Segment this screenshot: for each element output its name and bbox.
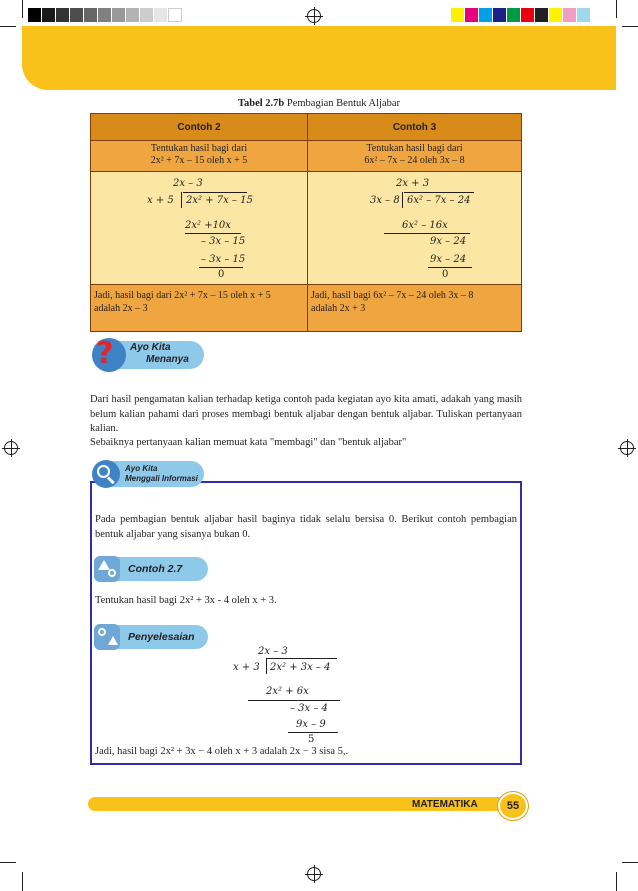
menggali-label-2: Menggali Informasi <box>125 474 198 483</box>
division-bar <box>404 192 474 193</box>
ayo-menanya-label-1: Ayo Kita <box>130 342 171 353</box>
solution-dividend: 2x² + 3x – 4 <box>270 662 331 673</box>
step-remainder: – 3x – 15 <box>201 236 246 247</box>
solution-step-subtrahend: 2x² + 6x <box>266 686 309 697</box>
subtraction-line <box>185 233 241 234</box>
step-remainder: 9x – 24 <box>430 236 467 247</box>
subtraction-line <box>248 700 340 701</box>
solution-step-subtrahend: 9x – 9 <box>296 719 326 730</box>
contoh-problem: Tentukan hasil bagi 2x² + 3x - 4 oleh x + 3. <box>95 595 277 606</box>
conclusion-cell-contoh-2 <box>91 285 308 332</box>
division-bracket <box>266 658 267 674</box>
conclusion-line: Jadi, hasil bagi dari 2x² + 7x – 15 oleh x + 5 <box>94 290 271 301</box>
problem-line: 2x² + 7x – 15 oleh x + 5 <box>150 155 248 166</box>
registration-mark-icon <box>307 9 321 23</box>
subtraction-line <box>199 267 243 268</box>
division-table <box>90 113 522 332</box>
division-bracket <box>402 192 403 208</box>
menanya-instruction: Sebaiknya pertanyaan kalian memuat kata "membagi" dan "bentuk aljabar" <box>90 437 407 448</box>
problem-line: 6x² – 7x – 24 oleh 3x – 8 <box>364 155 465 166</box>
question-mark-icon: ? <box>96 336 114 371</box>
shapes-icon <box>94 556 120 582</box>
division-bar <box>183 192 247 193</box>
crop-mark <box>22 872 23 891</box>
problem-line: Tentukan hasil bagi dari <box>366 143 463 154</box>
color-bar <box>451 8 591 22</box>
crop-mark <box>616 872 617 891</box>
menggali-paragraph: Pada pembagian bentuk aljabar hasil baginya tidak selalu bersisa 0. Berikut contoh pembagian bentuk aljabar yang sisanya bukan 0. <box>95 514 517 540</box>
final-remainder: 0 <box>442 269 449 280</box>
solution-divisor: x + 3 <box>233 662 260 673</box>
dividend: 6x² – 7x – 24 <box>407 195 471 206</box>
table-caption <box>0 98 638 109</box>
conclusion-line: adalah 2x – 3 <box>94 303 148 314</box>
page-number: 55 <box>498 792 528 820</box>
table-header-contoh-3: Contoh 3 <box>308 114 522 141</box>
magnifier-icon <box>92 460 120 488</box>
dividend: 2x² + 7x – 15 <box>186 195 253 206</box>
grayscale-bar <box>28 8 182 22</box>
table-caption-number: Tabel 2.7b <box>237 98 285 109</box>
solution-quotient: 2x – 3 <box>258 646 288 657</box>
menggali-label-1: Ayo Kita <box>125 464 158 473</box>
penyelesaian-label: Penyelesaian <box>128 631 195 643</box>
division-bracket <box>181 192 182 208</box>
crop-mark <box>0 26 16 27</box>
crop-mark <box>616 0 617 18</box>
divisor: 3x – 8 <box>370 195 400 206</box>
header-banner <box>22 26 616 90</box>
contoh-label: Contoh 2.7 <box>128 563 183 575</box>
final-remainder: 0 <box>218 269 225 280</box>
crop-mark <box>622 862 638 863</box>
registration-mark-icon <box>4 441 18 455</box>
quotient: 2x – 3 <box>173 178 203 189</box>
conclusion-line: Jadi, hasil bagi 6x² – 7x – 24 oleh 3x – 8 <box>311 290 474 301</box>
solution-remainder: 5 <box>308 734 315 745</box>
step-subtrahend: – 3x – 15 <box>201 254 246 265</box>
solution-conclusion: Jadi, hasil bagi 2x² + 3x − 4 oleh x + 3 adalah 2x − 3 sisa 5,. <box>95 746 349 757</box>
subtraction-line <box>384 233 470 234</box>
conclusion-cell-contoh-3 <box>308 285 522 332</box>
crop-mark <box>622 26 638 27</box>
ayo-menanya-label-2: Menanya <box>146 354 189 365</box>
long-division-contoh-3 <box>308 172 522 285</box>
problem-cell-contoh-3 <box>308 141 522 172</box>
menanya-paragraph: Dari hasil pengamatan kalian terhadap ketiga contoh pada kegiatan ayo kita amati, adakah yang masih belum kalian pahami dari proses membagi bentuk aljabar dengan bentuk aljabar. Tuliskan pertanyaan kalian. <box>90 394 522 434</box>
step-subtrahend: 6x² – 16x <box>402 220 448 231</box>
registration-mark-icon <box>307 867 321 881</box>
solution-step-remainder: – 3x – 4 <box>290 703 328 714</box>
subtraction-line <box>288 732 338 733</box>
table-caption-title: Pembagian Bentuk Aljabar <box>284 98 401 109</box>
problem-cell-contoh-2 <box>91 141 308 172</box>
registration-mark-icon <box>620 441 634 455</box>
crop-mark <box>0 862 16 863</box>
problem-line: Tentukan hasil bagi dari <box>150 143 248 154</box>
crop-mark <box>22 0 23 18</box>
step-subtrahend: 2x² +10x <box>185 220 231 231</box>
divisor: x + 5 <box>147 195 174 206</box>
conclusion-line: adalah 2x + 3 <box>311 303 366 314</box>
step-subtrahend: 9x – 24 <box>430 254 467 265</box>
table-header-contoh-2: Contoh 2 <box>91 114 308 141</box>
long-division-contoh-2 <box>91 172 308 285</box>
footer-subject: MATEMATIKA <box>412 799 478 810</box>
division-bar <box>267 658 337 659</box>
solution-icon <box>94 624 120 650</box>
subtraction-line <box>428 267 472 268</box>
quotient: 2x + 3 <box>396 178 430 189</box>
